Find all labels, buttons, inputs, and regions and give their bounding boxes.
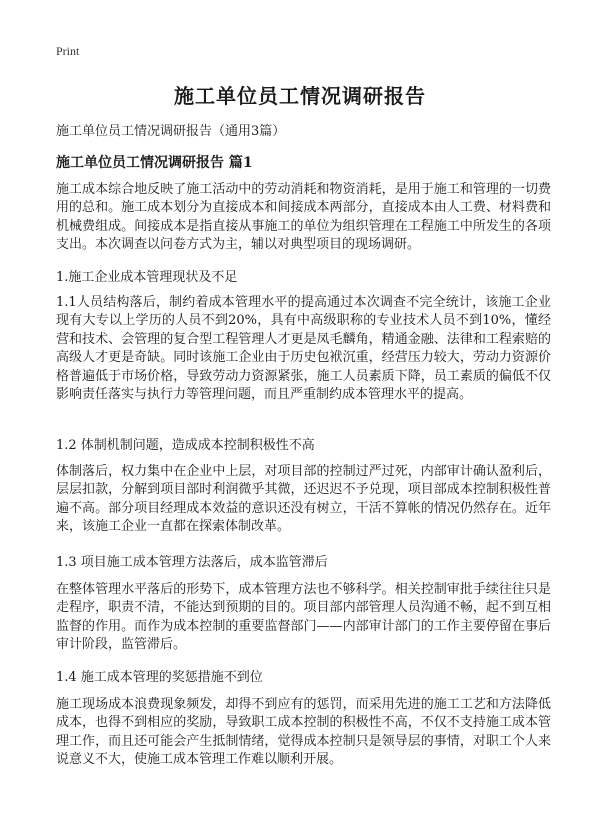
paragraph-1-2: 体制落后，权力集中在企业中上层，对项目部的控制过严过死，内部审计确认盈利后，层层扣款，分解到项目部时利润微乎其微，还迟迟不予兑现，项目部成本控制积极性普遍不高。部分项目经理成本效益的意识还没有树立，干活不算帐的情况仍然存在。近年来，该施工企业一直都在探索体制改革。 [56,464,551,535]
section-heading: 施工单位员工情况调研报告 篇1 [56,155,253,171]
intro-paragraph: 施工成本综合地反映了施工活动中的劳动消耗和物资消耗，是用于施工和管理的一切费用的总和。施工成本划分为直接成本和间接成本两部分，直接成本由人工费、材料费和机械费组成。间接成本是指直接从事施工的单位为组织管理在工程施工中所发生的各项支出。本次调查以问卷方式为主，辅以对典型项目的现场调研。 [56,182,551,253]
paragraph-1-1: 1.1人员结构落后，制约着成本管理水平的提高通过本次调查不完全统计，该施工企业现有大专以上学历的人员不到20%，具有中高级职称的专业技术人员不到10%，懂经营和技术、会管理的复合型工程管理人才更是凤毛麟角，精通金融、法律和工程索赔的高级人才更是奇缺。同时该施工企业由于历史包袱沉重，经营压力较大，劳动力资源价格普遍低于市场价格，导致劳动力资源紧张，施工人员素质下降，员工素质的偏低不仅影响责任落实与执行力等管理问题，而且严重制约成本管理水平的提高。 [56,295,551,403]
document-subtitle: 施工单位员工情况调研报告（通用3篇） [56,124,286,139]
paragraph-1-4: 施工现场成本浪费现象频发，却得不到应有的惩罚，而采用先进的施工工艺和方法降低成本，也得不到相应的奖励，导致职工成本控制的积极性不高，不仅不支持施工成本管理工作，而且还可能会产生抵制情绪，觉得成本控制只是领导层的事情，对职工个人来说意义不大，使施工成本管理工作难以顺利开展。 [56,697,551,768]
heading-1-4: 1.4 施工成本管理的奖惩措施不到位 [56,670,263,685]
page-title: 施工单位员工情况调研报告 [174,84,426,108]
paragraph-1-3: 在整体管理水平落后的形势下，成本管理方法也不够科学。相关控制审批手续往往只是走程序，职责不清，不能达到预期的目的。项目部内部管理人员沟通不畅，起不到互相监督的作用。而作为成本控制的重要监督部门——内部审计部门的工作主要停留在事后审计阶段，监管滞后。 [56,582,551,653]
heading-1-3: 1.3 项目施工成本管理方法落后，成本监管滞后 [56,555,328,570]
heading-1: 1.施工企业成本管理现状及不足 [56,270,238,285]
print-link[interactable]: Print [56,44,80,58]
heading-1-2: 1.2 体制机制问题，造成成本控制积极性不高 [56,438,315,453]
